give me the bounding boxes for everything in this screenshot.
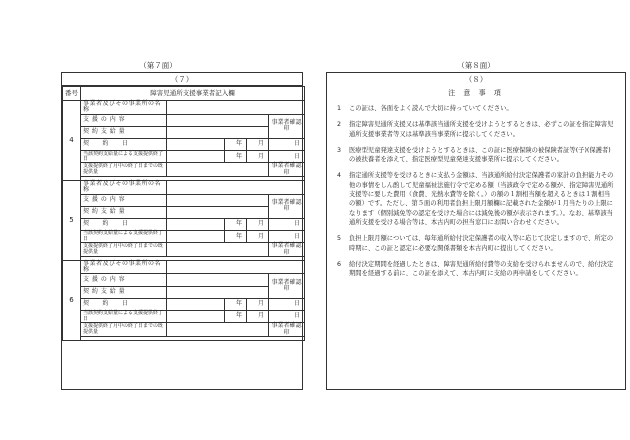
record-row [63, 194, 305, 206]
left-box-number: （７） [62, 73, 302, 86]
contract-amount-label: 契 約 支 給 量 [81, 126, 167, 138]
business-name-label: 事業者及びその事業所の名称 [81, 260, 167, 274]
month-label: 月 [247, 138, 269, 150]
month-label: 月 [247, 298, 269, 310]
support-content-field[interactable] [167, 114, 269, 126]
end-month-amount-field[interactable] [167, 323, 269, 337]
record-row [63, 274, 305, 286]
month-label: 月 [247, 231, 269, 243]
record-row [63, 114, 305, 126]
support-content-label: 支 援 の 内 容 [81, 274, 167, 286]
support-content-field[interactable] [167, 194, 269, 206]
provider-stamp-label: 事業者確認印 [269, 114, 305, 138]
left-page [8, 0, 308, 390]
end-date-field[interactable] [167, 231, 225, 243]
business-name-label: 事業者及びその事業所の名称 [81, 101, 167, 115]
header-title: 障害児通所支援事業者記入欄 [81, 87, 305, 101]
month-label: 月 [247, 151, 269, 163]
note-item [337, 171, 615, 227]
end-month-amount-label: 支援提供終了月中の終了日までの既提供量 [81, 163, 167, 177]
business-name-field[interactable] [167, 180, 305, 194]
end-month-amount-field[interactable] [167, 163, 269, 177]
end-date-field[interactable] [167, 151, 225, 163]
year-label: 年 [225, 138, 247, 150]
note-text: 医療型児童発達支援を受けようとするときは、この証に医療保険の被保険者証等(子)(保護者)の被扶養者を添えて、指定医療型児童発達支援事業所に提示してください。 [349, 146, 611, 164]
record-row [63, 243, 305, 257]
provider-stamp-label: 事業者確認印 [269, 194, 305, 218]
note-number: 1 [337, 105, 342, 112]
contract-date-field[interactable] [167, 138, 225, 150]
day-label: 日 [269, 151, 305, 163]
support-content-label: 支 援 の 内 容 [81, 114, 167, 126]
day-label: 日 [269, 298, 305, 310]
support-content-field[interactable] [167, 274, 269, 286]
contract-amount-field[interactable] [167, 126, 269, 138]
record-row [63, 323, 305, 337]
note-text: 指定通所支援等を受けるときに支払う金額は、当該通所給付決定保護者の家計の負担能力その他の事情をしん酌して児童福祉法施行令で定める額（当該政令で定める額が、指定障害児通所支援等に要した費用（食費、光熱水費等を除く。）の額の１割相当額を超えるときは１割相当の額）です。ただし、第５面の利用者負担上限月額欄に記載された金額が１月当たりの上限になります（個別減免等の認定を受けた場合には減免後の額が表示されます。）。なお、基準該当通所支援を受ける場合等は、本古内町の担当窓口にお問い合わせください。 [349, 172, 614, 226]
year-label: 年 [225, 311, 247, 323]
provider-stamp-label: 事業者確認印 [269, 243, 305, 257]
note-item [337, 260, 615, 279]
left-page-number: （第７面） [139, 61, 177, 70]
end-date-label: 当該契約支給量による支援提供終了日 [81, 311, 167, 323]
year-label: 年 [225, 151, 247, 163]
record-row [63, 180, 305, 194]
business-name-field[interactable] [167, 260, 305, 274]
notes-box [326, 72, 626, 390]
record-row [63, 336, 305, 340]
note-item [337, 146, 615, 165]
provider-record-table [62, 86, 305, 341]
note-text: 指定障害児通所支援又は基準該当通所支援を受けようとするときは、必ずこの証を指定障害児通所支援事業者等又は基準該当事業所に提示してください。 [349, 121, 614, 138]
spacer-cell [81, 336, 305, 340]
table-header-row [63, 87, 305, 101]
record-row [63, 138, 305, 150]
support-content-label: 支 援 の 内 容 [81, 194, 167, 206]
note-number: 3 [337, 146, 342, 154]
contract-date-label: 契 約 日 [81, 298, 167, 310]
record-row [63, 260, 305, 274]
note-number: 6 [337, 260, 342, 268]
record-row [63, 206, 305, 218]
month-label: 月 [247, 311, 269, 323]
record-row [63, 126, 305, 138]
end-date-label: 当該契約支給量による支援提供終了日 [81, 231, 167, 243]
day-label: 日 [269, 138, 305, 150]
month-label: 月 [247, 218, 269, 230]
record-row [63, 151, 305, 163]
note-item [337, 104, 615, 113]
note-number: 5 [337, 235, 342, 243]
contract-amount-label: 契 約 支 給 量 [81, 206, 167, 218]
year-label: 年 [225, 298, 247, 310]
right-page-number: （第８面） [457, 61, 495, 70]
note-item [337, 120, 615, 139]
year-label: 年 [225, 231, 247, 243]
provider-stamp-label: 事業者確認印 [269, 323, 305, 337]
notes-list [327, 98, 625, 278]
end-month-amount-label: 支援提供終了月中の終了日までの既提供量 [81, 243, 167, 257]
end-date-field[interactable] [167, 311, 225, 323]
record-row [63, 101, 305, 115]
provider-stamp-label: 事業者確認印 [269, 274, 305, 298]
contract-date-label: 契 約 日 [81, 138, 167, 150]
record-number: 4 [63, 101, 81, 181]
business-name-label: 事業者及びその事業所の名称 [81, 180, 167, 194]
note-text: この証は、各面をよく読んで大切に持っていてください。 [349, 105, 513, 112]
day-label: 日 [269, 231, 305, 243]
contract-amount-field[interactable] [167, 286, 269, 298]
note-number: 4 [337, 172, 342, 180]
record-row [63, 298, 305, 310]
business-name-field[interactable] [167, 101, 305, 115]
record-row [63, 286, 305, 298]
note-number: 2 [337, 121, 342, 129]
day-label: 日 [269, 311, 305, 323]
record-row [63, 231, 305, 243]
note-item [337, 234, 615, 253]
header-number: 番号 [63, 87, 81, 101]
right-page [326, 0, 626, 390]
contract-amount-label: 契 約 支 給 量 [81, 286, 167, 298]
contract-date-field[interactable] [167, 218, 225, 230]
contract-date-label: 契 約 日 [81, 218, 167, 230]
notes-title: 注 意 事 項 [448, 89, 504, 97]
contract-amount-field[interactable] [167, 206, 269, 218]
right-box-number: （８） [464, 75, 488, 84]
contract-date-field[interactable] [167, 298, 225, 310]
note-text: 負担上限月額については、毎年通所給付決定保護者の収入等に応じて決定しますので、所定の時期に、この証と認定に必要な関係書類を本古内町に提出してください。 [349, 235, 614, 252]
record-number: 6 [63, 260, 81, 340]
note-text: 給付決定期間を経過したときは、障害児通所給付費等の支給を受けられませんので、給付決定期間を経過する前に、この証を添えて、本古内町に支給の再申請をしてください。 [349, 260, 614, 278]
end-date-label: 当該契約支給量による支援提供終了日 [81, 151, 167, 163]
provider-stamp-label: 事業者確認印 [269, 163, 305, 177]
record-row [63, 311, 305, 323]
year-label: 年 [225, 218, 247, 230]
record-row [63, 218, 305, 230]
end-month-amount-field[interactable] [167, 243, 269, 257]
record-number: 5 [63, 180, 81, 260]
record-row [63, 163, 305, 177]
day-label: 日 [269, 218, 305, 230]
provider-record-box [61, 72, 303, 390]
end-month-amount-label: 支援提供終了月中の終了日までの既提供量 [81, 323, 167, 337]
